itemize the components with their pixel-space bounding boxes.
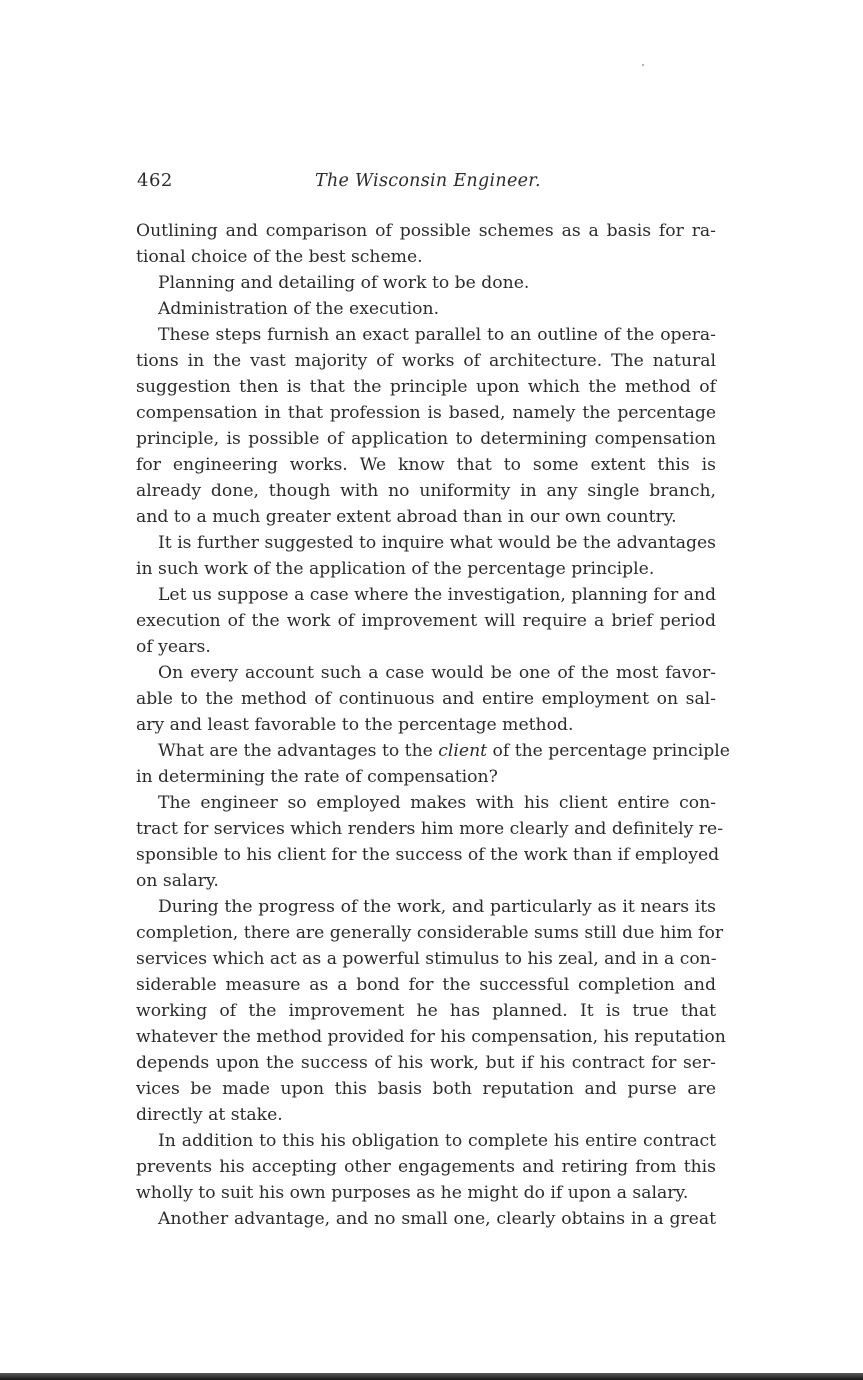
text-line: execution of the work of improvement will require a brief period — [136, 611, 716, 631]
text-line: working of the improvement he has planned. It is true that — [136, 1001, 716, 1021]
text-line: sponsible to his client for the success of the work than if employed — [136, 845, 720, 865]
paragraph — [136, 582, 716, 660]
text-line: and to a much greater extent abroad than in our own country. — [136, 507, 677, 527]
text-line: Another advantage, and no small one, clearly obtains in a great — [158, 1209, 716, 1229]
text-line: on salary. — [136, 871, 219, 891]
scan-speck — [642, 64, 644, 66]
text-line: whatever the method provided for his compensation, his reputation — [136, 1027, 726, 1047]
paragraph — [136, 322, 716, 530]
text-line: able to the method of continuous and entire employment on sal- — [136, 689, 716, 709]
page-number: 462 — [137, 170, 173, 191]
text-line: Administration of the execution. — [158, 299, 440, 319]
text-line: already done, though with no uniformity in any single branch, — [136, 481, 716, 501]
text-line: principle, is possible of application to determining compensation — [136, 429, 716, 449]
text-line: Planning and detailing of work to be done. — [158, 273, 530, 293]
text-line: compensation in that profession is based, namely the percentage — [136, 403, 716, 423]
paragraph — [136, 738, 730, 790]
paragraph — [136, 530, 716, 582]
text-line: vices be made upon this basis both reputation and purse are — [136, 1079, 716, 1099]
text-line: In addition to this his obligation to complete his entire contract — [158, 1131, 716, 1151]
paragraph — [136, 218, 716, 270]
text-line: tional choice of the best scheme. — [136, 247, 423, 267]
paragraph — [136, 790, 724, 894]
body-text — [136, 218, 730, 1232]
text-line: suggestion then is that the principle upon which the method of — [136, 377, 716, 397]
text-line: completion, there are generally considerable sums still due him for — [136, 923, 724, 943]
paragraph — [136, 894, 726, 1128]
text-line: wholly to suit his own purposes as he might do if upon a salary. — [136, 1183, 689, 1203]
text-line: It is further suggested to inquire what would be the advantages — [158, 533, 716, 553]
paragraph — [136, 270, 716, 296]
text-line: in determining the rate of compensation? — [136, 767, 498, 787]
paragraph — [136, 1128, 716, 1206]
text-line: directly at stake. — [136, 1105, 283, 1125]
text-line: services which act as a powerful stimulus to his zeal, and in a con- — [136, 949, 717, 969]
text-line: On every account such a case would be one of the most favor- — [158, 663, 716, 683]
text-line: ary and least favorable to the percentage method. — [136, 715, 574, 735]
text-line: Let us suppose a case where the investigation, planning for and — [158, 585, 716, 605]
text-line: tract for services which renders him more clearly and definitely re- — [136, 819, 724, 839]
text-line: During the progress of the work, and particularly as it nears its — [158, 897, 716, 917]
text-line: in such work of the application of the percentage principle. — [136, 559, 655, 579]
scan-bottom-edge — [0, 1373, 863, 1380]
paragraph — [136, 660, 716, 738]
paragraph — [136, 296, 716, 322]
text-line: for engineering works. We know that to some extent this is — [136, 455, 716, 475]
text-line: Outlining and comparison of possible schemes as a basis for ra- — [136, 221, 716, 241]
text-line-with-emphasis: What are the advantages to the client of the percentage principle — [158, 741, 730, 761]
text-line: of years. — [136, 637, 211, 657]
running-head: The Wisconsin Engineer. — [315, 171, 541, 191]
text-line: siderable measure as a bond for the successful completion and — [136, 975, 716, 995]
paragraph — [136, 1206, 716, 1232]
text-line: The engineer so employed makes with his client entire con- — [158, 793, 716, 813]
text-line: prevents his accepting other engagements and retiring from this — [136, 1157, 716, 1177]
text-line: depends upon the success of his work, but if his contract for ser- — [136, 1053, 716, 1073]
text-line: These steps furnish an exact parallel to an outline of the opera- — [158, 325, 716, 345]
text-line: tions in the vast majority of works of architecture. The natural — [136, 351, 716, 371]
emphasized-word: client — [438, 741, 488, 761]
